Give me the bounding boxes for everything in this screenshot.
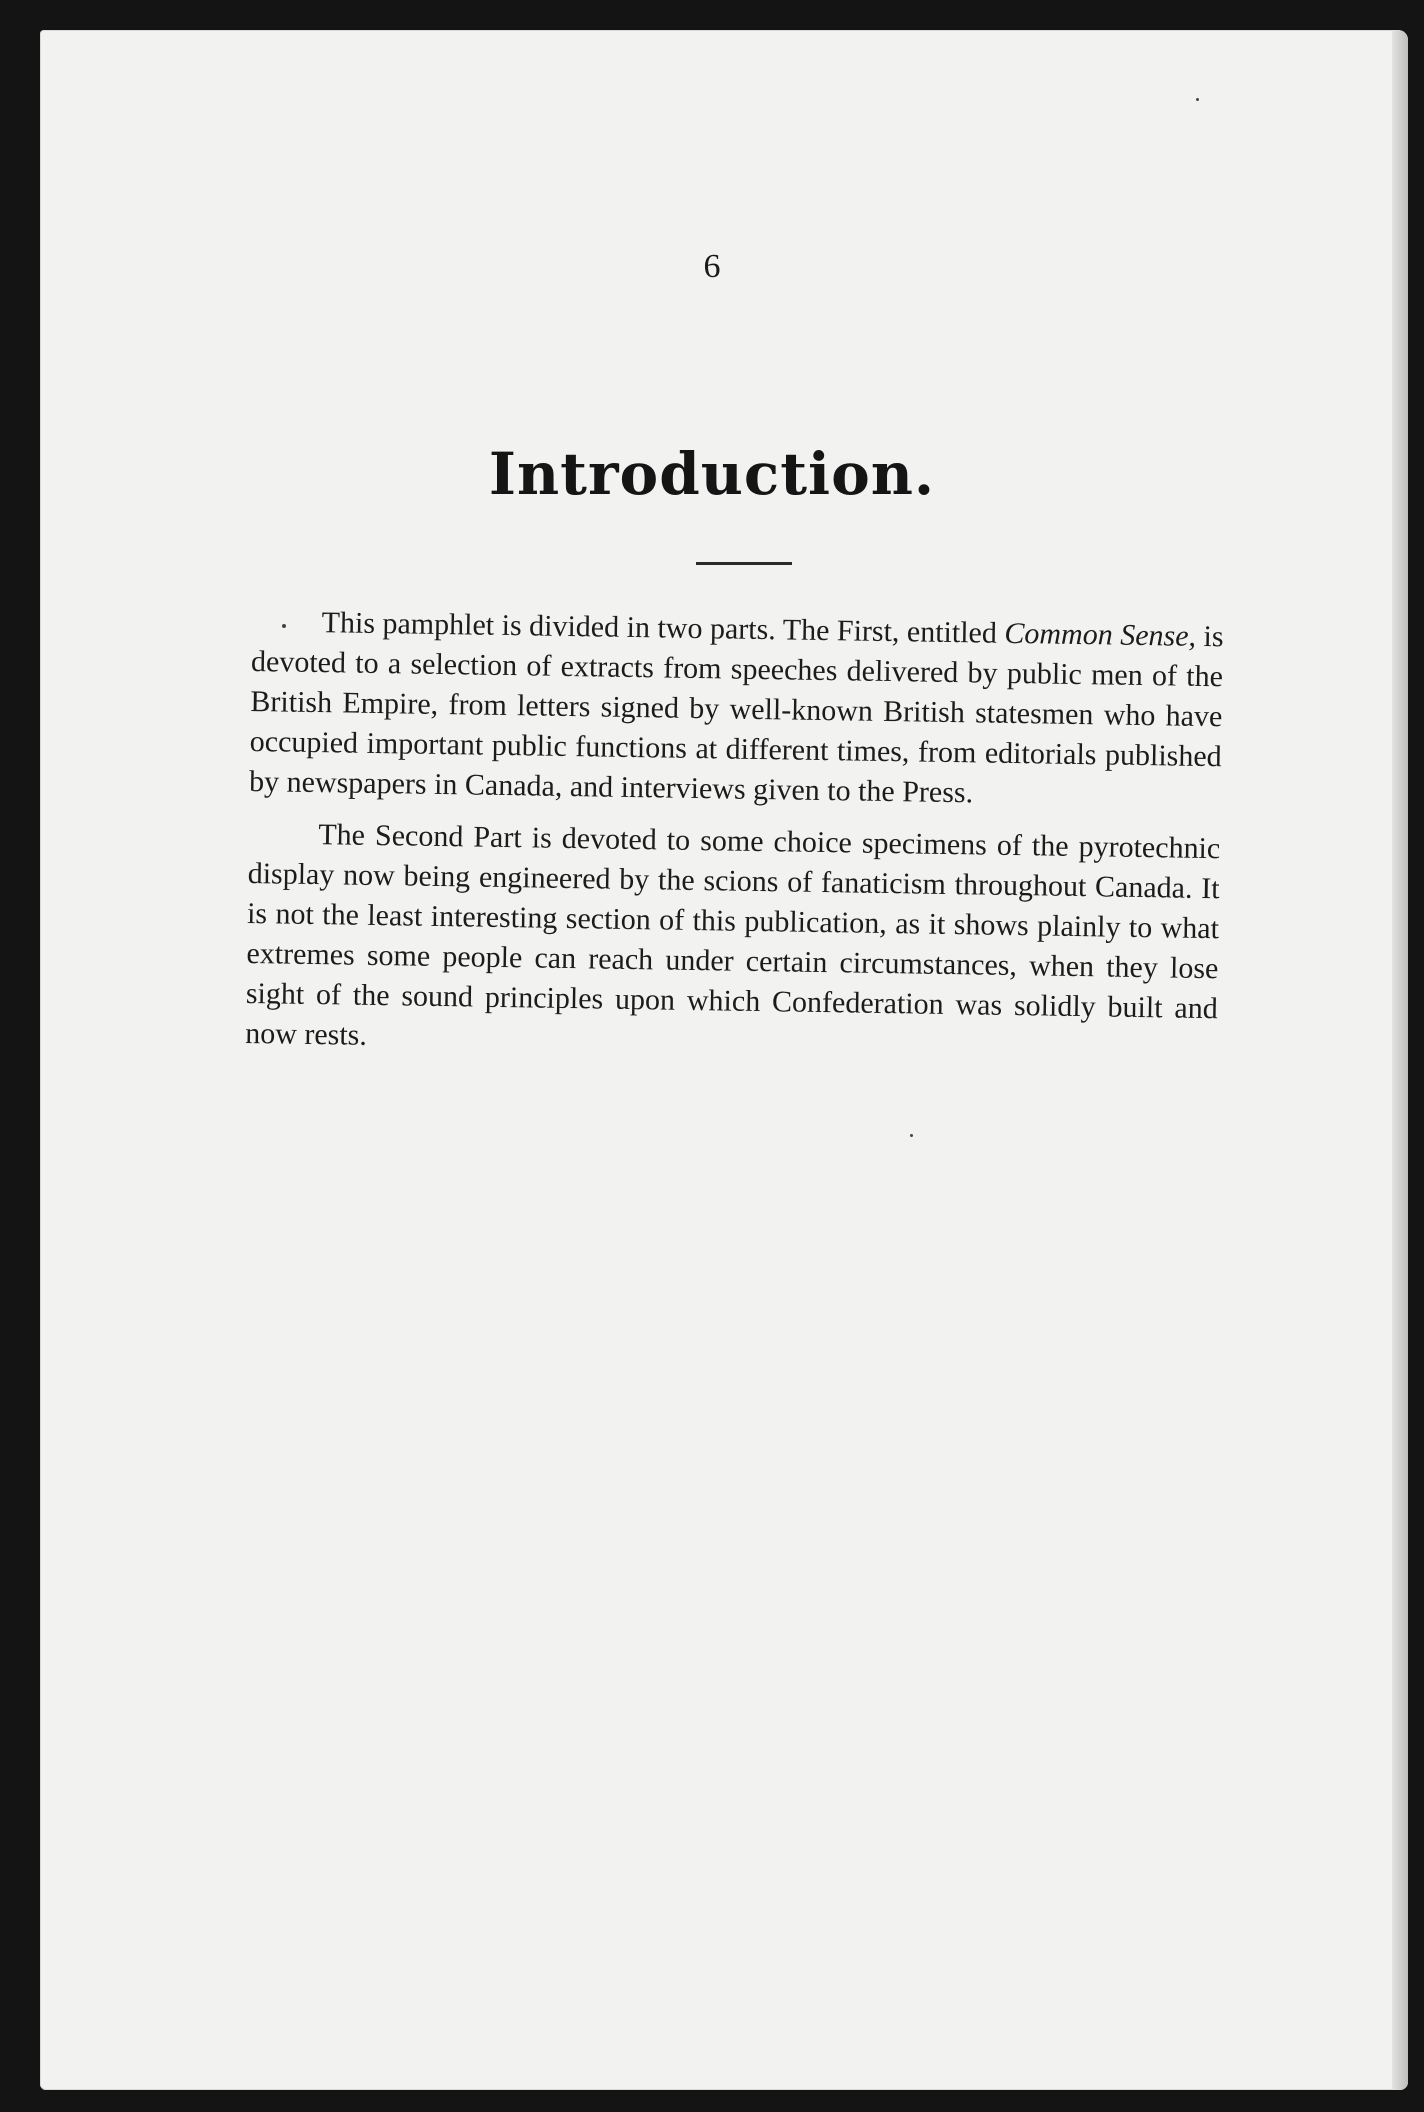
- introduction-text: [245, 602, 1224, 1081]
- paragraph-2: [245, 814, 1221, 1069]
- paragraph-1: [249, 602, 1224, 817]
- scan-speck: [910, 1134, 913, 1137]
- page-edge: [1392, 30, 1408, 2090]
- section-heading: Introduction.: [488, 440, 936, 508]
- paragraph-1-rest: is devoted to a selection of extracts from speeches delivered by public men of the British Empire, from letters signed by well-known British statesmen who have occupied important public functions at different times, from editorials published by newspapers in Canada, and interviews given to the Press.: [248, 619, 1224, 810]
- scan-speck: [282, 624, 286, 628]
- paragraph-1-lead: This pamphlet is divided in two parts. The First, entitled: [321, 606, 1005, 650]
- heading-rule: [696, 562, 792, 565]
- page-number: 6: [703, 248, 721, 285]
- paragraph-2-text: The Second Part is devoted to some choice specimens of the pyrotechnic display now being engineered by the scions of fanaticism throughout Canada. It is not the least interesting section of this publication, as it shows plainly to what extremes some people can reach under certain circumstances, when they lose sight of the sound principles upon which Confederation was solidly built and now rests.: [244, 818, 1221, 1052]
- paragraph-1-italic-title: Common Sense,: [1004, 616, 1197, 653]
- scan-speck: [1196, 98, 1199, 101]
